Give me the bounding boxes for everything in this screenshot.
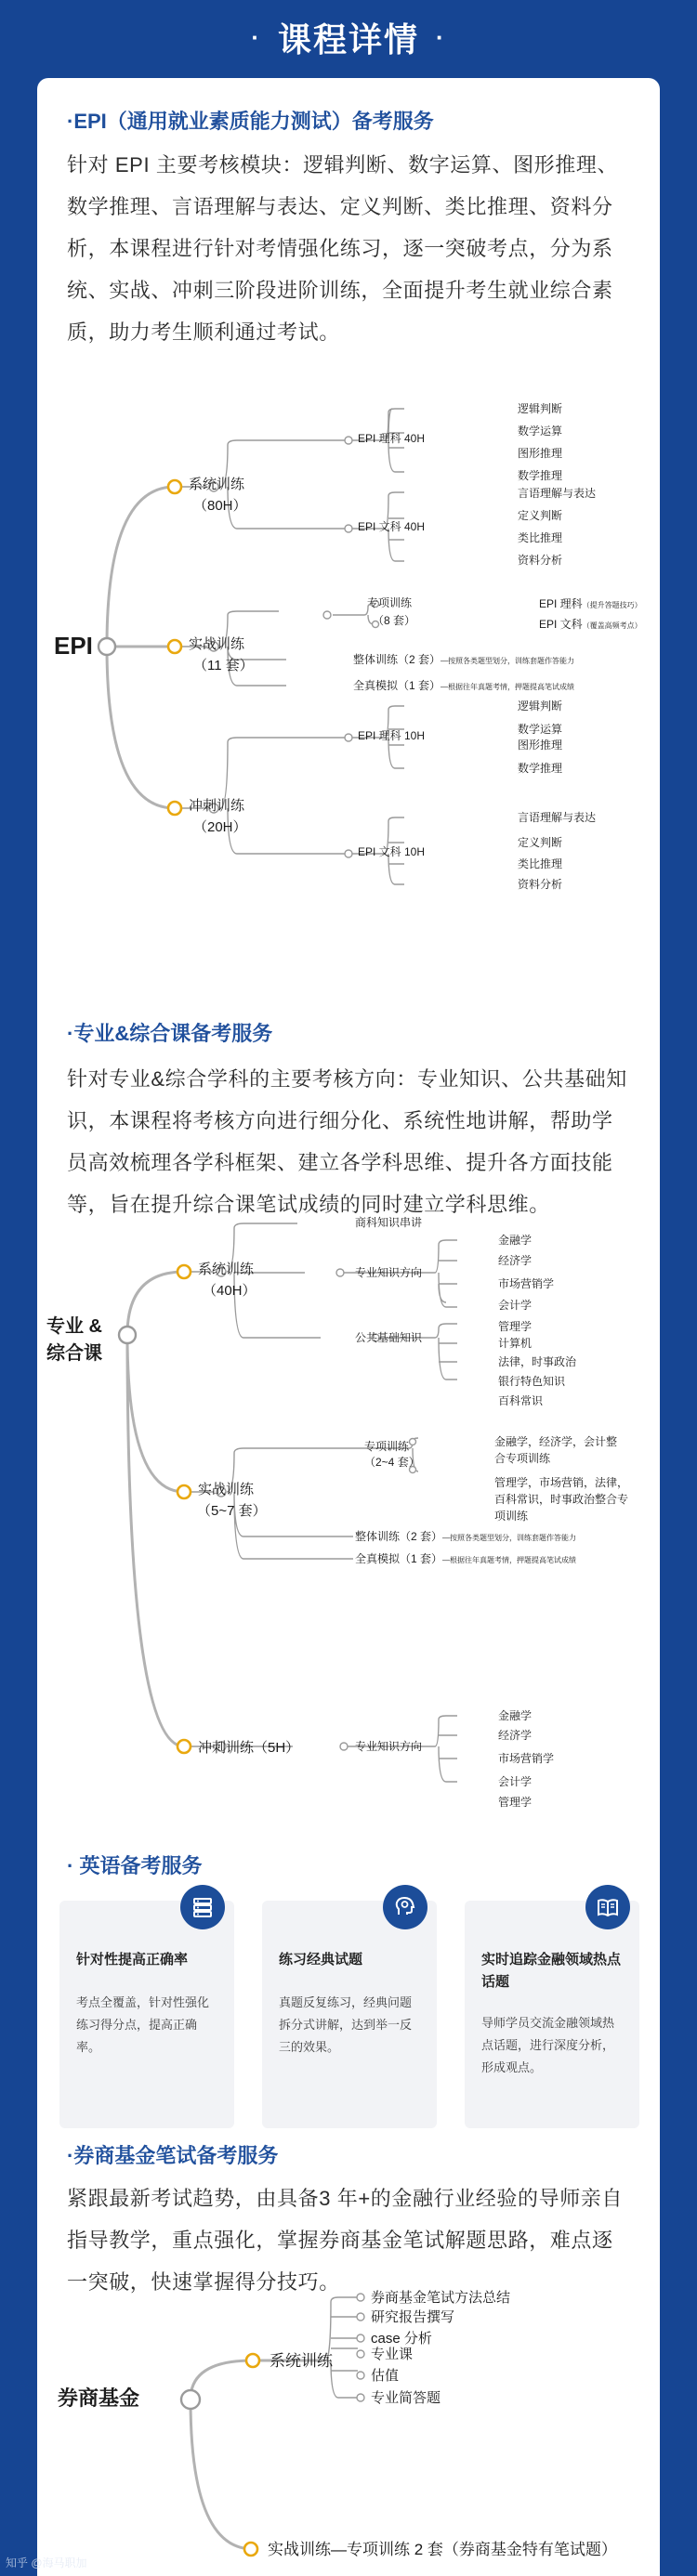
epi-special-label: 专项训练 bbox=[367, 596, 413, 609]
epi-practice-dot bbox=[168, 640, 181, 653]
pro-sys-child: 商科知识串讲 bbox=[355, 1216, 423, 1229]
pro-special-item: 合专项训练 bbox=[494, 1452, 551, 1465]
pro-topic: 计算机 bbox=[498, 1337, 533, 1350]
pro-sys-child: 公共基础知识 bbox=[355, 1331, 423, 1344]
english-card-desc: 考点全覆盖，针对性强化练习得分点，提高正确率。 bbox=[76, 1995, 210, 2054]
securities-topic: 专业课 bbox=[371, 2347, 414, 2362]
pro-topic: 管理学 bbox=[498, 1320, 533, 1333]
open-book-icon bbox=[585, 1885, 630, 1929]
english-card bbox=[262, 1901, 437, 2128]
english-card-desc: 真题反复练习，经典问题拆分式讲解，达到举一反三的效果。 bbox=[279, 1995, 413, 2054]
securities-root-dot bbox=[181, 2390, 200, 2409]
pro-topic: 法律，时事政治 bbox=[498, 1355, 577, 1368]
epi-root-label: EPI bbox=[54, 632, 93, 660]
server-stack-icon bbox=[180, 1885, 225, 1929]
epi-mock-exam: 全真模拟（1 套）—根据往年真题考情，押题提高笔试成绩 bbox=[353, 679, 575, 692]
pro-special-item: 项训练 bbox=[494, 1510, 529, 1523]
epi-special-item: EPI 理科（提升答题技巧） bbox=[539, 597, 642, 610]
english-card bbox=[465, 1901, 639, 2128]
epi-sprint-hours: （20H） bbox=[193, 819, 247, 835]
securities-system-label: 系统训练 bbox=[270, 2352, 333, 2370]
pro-special-item: 管理学，市场营销，法律， bbox=[494, 1476, 629, 1489]
pro-topic: 经济学 bbox=[498, 1729, 533, 1742]
epi-mindmap bbox=[37, 78, 660, 933]
securities-topic: 券商基金笔试方法总结 bbox=[371, 2290, 511, 2306]
securities-description: 紧跟最新考试趋势，由具备3 年+的金融行业经验的导师亲自指导教学，重点强化，掌握券商基金笔试解题思路，难点逐一突破，快速掌握得分技巧。 bbox=[67, 2187, 623, 2294]
epi-topic: 数学运算 bbox=[518, 425, 563, 438]
pro-topic: 管理学 bbox=[498, 1796, 533, 1809]
pro-practice-count: （5~7 套） bbox=[197, 1503, 267, 1519]
epi-topic: 类比推理 bbox=[518, 857, 563, 870]
epi-spr-science: EPI 理科 10H bbox=[358, 729, 426, 742]
pro-section-title: ·专业&综合课备考服务 bbox=[67, 1022, 273, 1045]
securities-topic: case 分析 bbox=[371, 2331, 432, 2347]
epi-topic: 逻辑判断 bbox=[518, 402, 563, 415]
pro-special-label: 专项训练 bbox=[364, 1440, 410, 1453]
pro-topic: 经济学 bbox=[498, 1254, 533, 1267]
pro-topic: 金融学 bbox=[498, 1234, 533, 1247]
english-section-title: · 英语备考服务 bbox=[67, 1854, 203, 1877]
securities-root-label: 券商基金 bbox=[58, 2386, 140, 2410]
pro-topic: 银行特色知识 bbox=[498, 1375, 566, 1388]
epi-special-count: （8 套） bbox=[373, 614, 416, 627]
epi-special-item: EPI 文科（覆盖高频考点） bbox=[539, 618, 642, 631]
pro-system-hours: （40H） bbox=[203, 1283, 256, 1299]
epi-system-label: 系统训练 bbox=[189, 477, 245, 492]
epi-spr-arts: EPI 文科 10H bbox=[358, 845, 426, 858]
epi-practice-count: （11 套） bbox=[193, 658, 254, 673]
pro-root-label: 综合课 bbox=[46, 1343, 102, 1364]
epi-topic: 图形推理 bbox=[518, 739, 563, 752]
epi-sys-arts: EPI 文科 40H bbox=[358, 520, 426, 533]
epi-topic: 逻辑判断 bbox=[518, 700, 563, 713]
pro-topic: 百科常识 bbox=[498, 1394, 544, 1407]
epi-topic: 资料分析 bbox=[518, 554, 563, 567]
pro-system-label: 系统训练 bbox=[198, 1262, 255, 1277]
epi-system-hours: （80H） bbox=[193, 498, 247, 514]
epi-topic: 定义判断 bbox=[518, 836, 563, 849]
pro-sprint-child: 专业知识方向 bbox=[355, 1740, 423, 1753]
epi-section bbox=[37, 78, 660, 933]
epi-topic: 言语理解与表达 bbox=[518, 811, 597, 824]
pro-special-count: （2~4 套） bbox=[364, 1456, 420, 1469]
epi-description: 针对 EPI 主要考核模块：逻辑判断、数字运算、图形推理、数学推理、言语理解与表达、定义判断、类比推理、资料分析，本课程进行针对考情强化练习，逐一突破考点，分为系统、实战、冲刺三阶段进阶训练，全面提升考生就业综合素质，助力考生顺利通过考试。 bbox=[67, 153, 619, 344]
securities-topic: 估值 bbox=[371, 2368, 400, 2384]
securities-mindmap bbox=[37, 2122, 660, 2576]
page-title: 课程详情 bbox=[277, 20, 419, 59]
pro-sprint-label: 冲刺训练（5H） bbox=[198, 1740, 300, 1756]
pro-topic: 金融学 bbox=[498, 1709, 533, 1722]
epi-topic: 图形推理 bbox=[518, 447, 563, 460]
english-card-title: 练习经典试题 bbox=[279, 1952, 363, 1968]
securities-practice-label: 实战训练—专项训练 2 套（券商基金特有笔试题） bbox=[268, 2541, 617, 2558]
pro-root-label: 专业 & bbox=[46, 1316, 102, 1337]
epi-sprint-dot bbox=[168, 802, 181, 815]
english-card-title: 针对性提高正确率 bbox=[76, 1952, 189, 1968]
pro-special-item: 百科常识，时事政治整合专 bbox=[494, 1493, 629, 1506]
epi-topic: 类比推理 bbox=[518, 531, 563, 544]
pro-special-item: 金融学，经济学，会计整 bbox=[494, 1435, 618, 1448]
english-card-desc: 导师学员交流金融领域热点话题，进行深度分析，形成观点。 bbox=[481, 2016, 615, 2074]
securities-topic: 研究报告撰写 bbox=[371, 2309, 455, 2325]
english-card bbox=[59, 1901, 234, 2128]
pro-description: 针对专业&综合学科的主要考核方向：专业知识、公共基础知识，本课程将考核方向进行细分化、系统性地讲解，帮助学员高效梳理各学科框架、建立各学科思维、提升各方面技能等，旨在提升综合课笔试成绩的同时建立学科思维。 bbox=[67, 1067, 627, 1216]
pro-root-dot bbox=[119, 1327, 136, 1343]
pro-topic: 会计学 bbox=[498, 1775, 533, 1788]
page-header bbox=[0, 0, 697, 74]
securities-section-title: ·券商基金笔试备考服务 bbox=[67, 2144, 279, 2167]
epi-topic: 数学推理 bbox=[518, 762, 563, 775]
watermark: 知乎 @海马职加 bbox=[6, 2556, 87, 2569]
pro-practice-label: 实战训练 bbox=[198, 1482, 255, 1497]
header-dot-right: · bbox=[436, 22, 446, 51]
epi-system-dot bbox=[168, 480, 181, 493]
pro-topic: 会计学 bbox=[498, 1299, 533, 1312]
securities-topic: 专业简答题 bbox=[371, 2390, 441, 2406]
pro-mindmap bbox=[37, 933, 660, 1809]
epi-practice-label: 实战训练 bbox=[189, 636, 245, 652]
english-card-title: 实时追踪金融领域热点话题 bbox=[481, 1952, 622, 1990]
epi-topic: 资料分析 bbox=[518, 878, 563, 891]
epi-topic: 数学运算 bbox=[518, 723, 563, 736]
pro-mock-exam: 全真模拟（1 套）—根据往年真题考情，押题提高笔试成绩 bbox=[355, 1552, 577, 1565]
header-dot-left: · bbox=[251, 22, 261, 51]
pro-whole-training: 整体训练（2 套）—按照各类题型划分，训练套题作答能力 bbox=[355, 1530, 577, 1543]
pro-topic: 市场营销学 bbox=[498, 1277, 555, 1290]
epi-sys-science: EPI 理科 40H bbox=[358, 432, 426, 445]
content-card bbox=[37, 78, 660, 2576]
epi-whole-training: 整体训练（2 套）—按照各类题型划分，训练套题作答能力 bbox=[353, 653, 575, 666]
epi-sprint-label: 冲刺训练 bbox=[189, 798, 245, 814]
epi-topic: 数学推理 bbox=[518, 469, 563, 482]
epi-section-title: ·EPI（通用就业素质能力测试）备考服务 bbox=[67, 110, 434, 133]
epi-root-dot bbox=[99, 638, 115, 655]
epi-topic: 定义判断 bbox=[518, 509, 563, 522]
epi-topic: 言语理解与表达 bbox=[518, 487, 597, 500]
pro-topic: 市场营销学 bbox=[498, 1752, 555, 1765]
lightbulb-head-icon bbox=[383, 1885, 427, 1929]
pro-sys-child: 专业知识方向 bbox=[355, 1266, 423, 1279]
